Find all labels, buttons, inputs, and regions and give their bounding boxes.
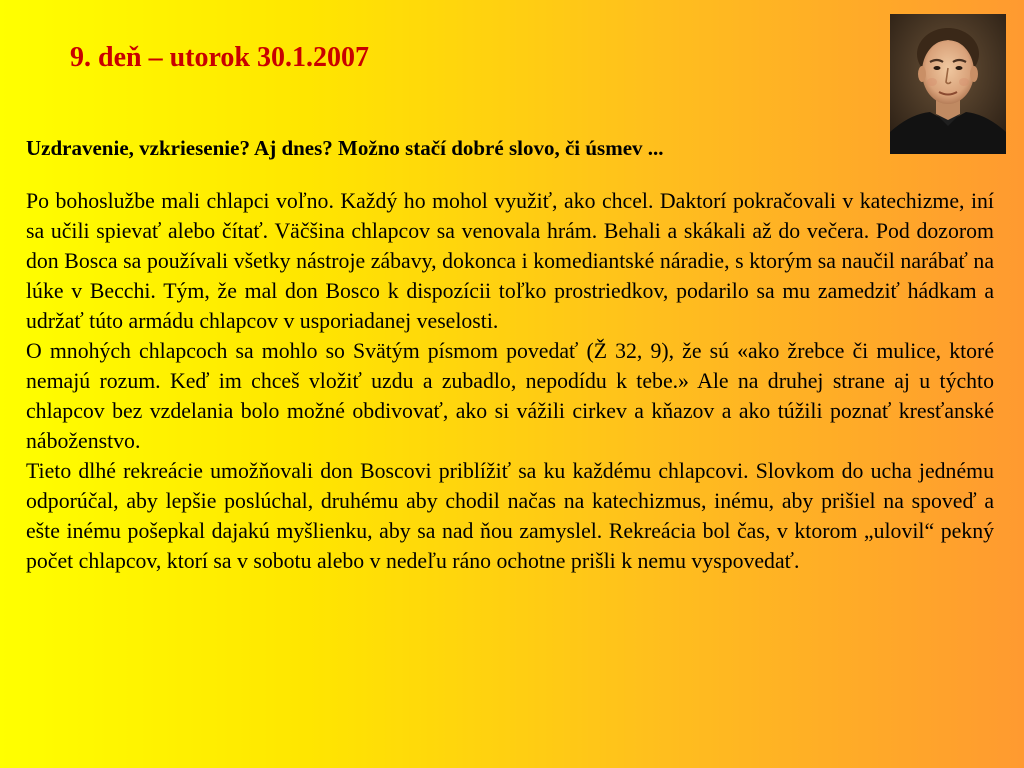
paragraph-1: Po bohoslužbe mali chlapci voľno. Každý ho mohol využiť, ako chcel. Daktorí pokračovali v katechizme, iní sa učili spievať alebo čítať. Väčšina chlapcov sa venovala hrám. Behali a skákali až do večera. Pod dozorom don Bosca sa používali všetky nástroje zábavy, dokonca i komediantské náradie, s ktorým sa naučil narábať na lúke v Becchi. Tým, že mal don Bosco k dispozícii toľko prostriedkov, podarilo sa mu zamedziť hádkam a udržať túto armádu chlapcov v usporiadanej veselosti.	[26, 189, 994, 333]
body-text	[26, 186, 994, 576]
slide-title: 9. deň – utorok 30.1.2007	[70, 42, 369, 73]
paragraph-2: O mnohých chlapcoch sa mohlo so Svätým písmom povedať (Ž 32, 9), že sú «ako žrebce či mulice, ktoré nemajú rozum. Keď im chceš vložiť uzdu a zubadlo, nepodídu k tebe.» Ale na druhej strane aj u týchto chlapcov bez vzdelania bolo možné obdivovať, ako si vážili cirkev a kňazov a ako túžili poznať kresťanské náboženstvo.	[26, 339, 994, 453]
portrait-image	[890, 14, 1006, 154]
portrait-illustration	[890, 14, 1006, 154]
paragraph-3: Tieto dlhé rekreácie umožňovali don Boscovi priblížiť sa ku každému chlapcovi. Slovkom do ucha jednému odporúčal, aby lepšie poslúchal, druhému aby chodil načas na katechizmus, inému, aby prišiel na spoveď a ešte inému pošepkal dajakú myšlienku, aby sa nad ňou zamyslel. Rekreácia bol čas, v ktorom „ulovil“ pekný počet chlapcov, ktorí sa v sobotu alebo v nedeľu ráno ochotne prišli k nemu vyspovedať.	[26, 459, 994, 573]
slide-subtitle: Uzdravenie, vzkriesenie? Aj dnes? Možno stačí dobré slovo, či úsmev ...	[26, 136, 664, 160]
